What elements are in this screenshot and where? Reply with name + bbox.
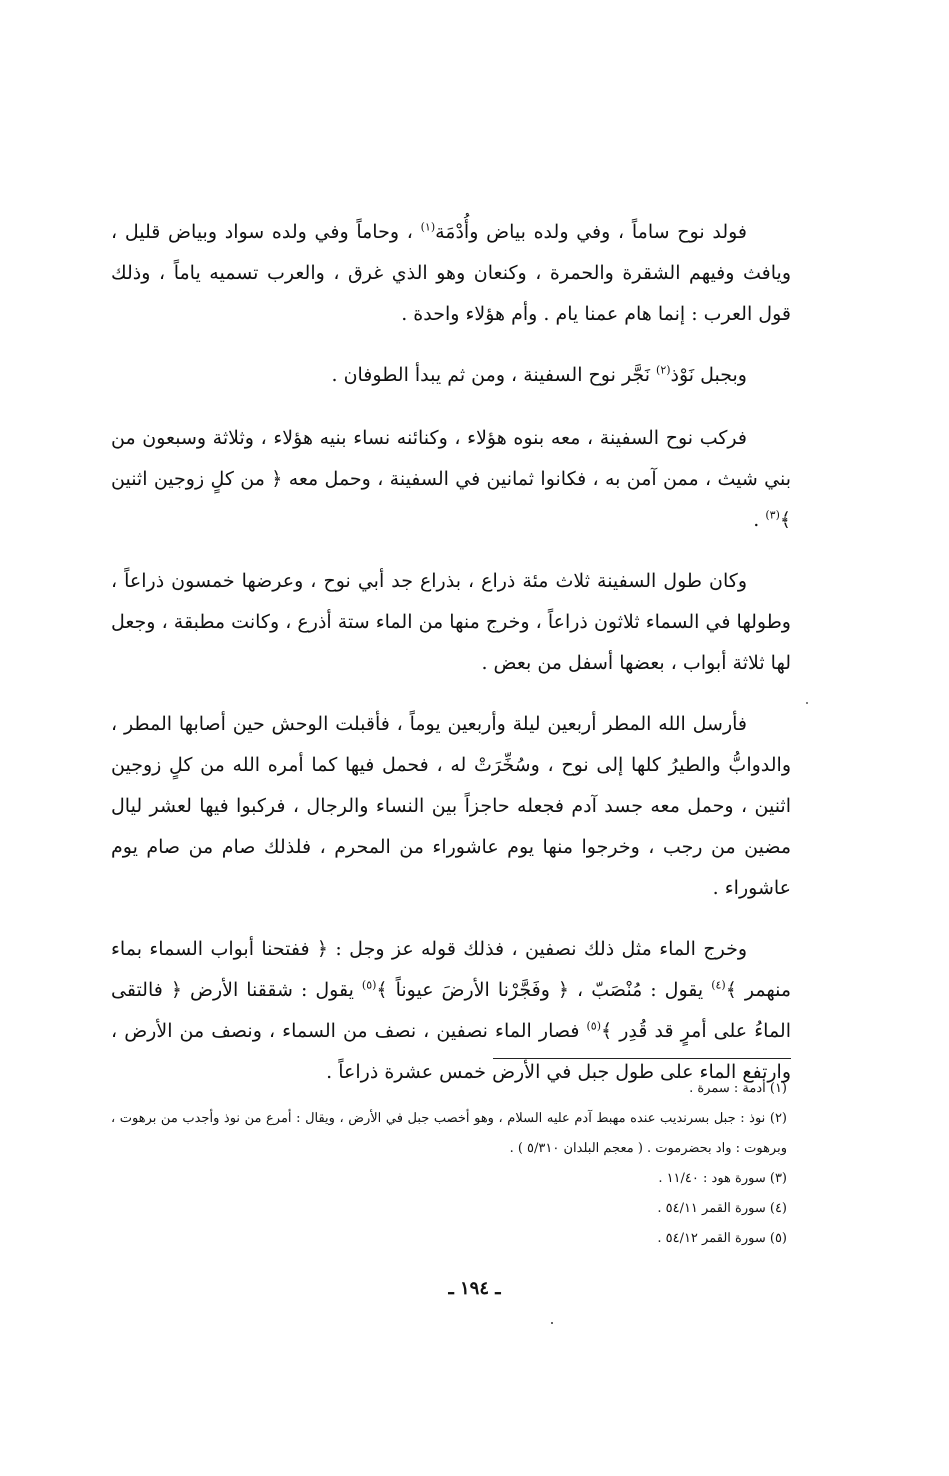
footnote-ref-4[interactable]: (٤) bbox=[711, 978, 726, 992]
paragraph-text: وخرج الماء مثل ذلك نصفين ، فذلك قوله عز وجل : ﴿ ففتحنا أبواب السماء بماء منهمر ﴾ bbox=[111, 938, 791, 1001]
paragraph-text: فركب نوح السفينة ، معه بنوه هؤلاء ، وكنائنه نساء بنيه هؤلاء ، وثلاثة وسبعون من بني شيث ، ممن آمن به ، فكانوا ثمانين في السفينة ، وحمل معه ﴿ من كلٍ زوجين اثنين ﴾ bbox=[111, 427, 791, 531]
footnote-ref-5b[interactable]: (٥) bbox=[586, 1019, 602, 1033]
paragraph-text: فولد نوح ساماً ، وفي ولده بياض وأُدْمَة bbox=[435, 221, 748, 243]
footnote-ref-2[interactable]: (٢) bbox=[656, 363, 671, 377]
paragraph-boarding-ark bbox=[111, 418, 791, 541]
paragraph-text: . bbox=[753, 509, 766, 531]
footnote-4: (٤) سورة القمر ٥٤/١١ . bbox=[657, 1201, 787, 1216]
paragraph-text: وكان طول السفينة ثلاث مئة ذراع ، بذراع جد أبي نوح ، وعرضها خمسون ذراعاً ، وطولها في السماء ثلاثون ذراعاً ، وخرج منها من الماء ستة أذرع ، وكانت مطبقة ، وجعل لها ثلاثة أبواب ، بعضها أسفل من بعض . bbox=[111, 570, 791, 674]
footnote-ref-5[interactable]: (٥) bbox=[361, 978, 377, 992]
paragraph-the-rain bbox=[111, 704, 791, 909]
footnotes bbox=[111, 1074, 791, 1254]
paragraph-sons-of-noah bbox=[111, 212, 791, 335]
paragraph-ark-dimensions bbox=[111, 561, 791, 684]
footnote-ref-1[interactable]: (١) bbox=[420, 220, 436, 234]
footnote-2: (٢) نوذ : جبل بسرنديب عنده مهبط آدم عليه السلام ، وهو أخصب جبل في الأرض ، ويقال : أمرع من نوذ وأجدب من برهوت ، وبرهوت : واد بحضرموت . ( معجم البلدان ٥/٣١٠ ) . bbox=[111, 1111, 787, 1156]
main-text bbox=[111, 212, 791, 1113]
paragraph-mount-nawdh bbox=[111, 355, 791, 396]
page-number: ـ ١٩٤ ـ bbox=[448, 1278, 501, 1299]
footnote-ref-3[interactable]: (٣) bbox=[765, 508, 780, 522]
scan-speck bbox=[806, 702, 808, 704]
paragraph-text: ، وحاماً وفي ولده سواد وبياض قليل ، ويافث وفيهم الشقرة والحمرة ، وكنعان وهو الذي غرق ، والعرب تسميه ياماً ، وذلك قول العرب : إنما هام عمنا يام . وأم هؤلاء واحدة . bbox=[111, 221, 791, 325]
paragraph-text: فأرسل الله المطر أربعين ليلة وأربعين يوماً ، فأقبلت الوحش حين أصابها المطر ، والدوابُّ والطيرُ كلها إلى نوح ، وسُخِّرَتْ له ، فحمل فيها كما أمره الله من كلٍ زوجين اثنين ، وحمل معه جسد آدم فجعله حاجزاً بين النساء والرجال ، فركبوا فيها لعشر ليال مضين من رجب ، وخرجوا منها يوم عاشوراء من المحرم ، فلذلك صام من صام يوم عاشوراء . bbox=[111, 713, 791, 899]
footnote-5: (٥) سورة القمر ٥٤/١٢ . bbox=[657, 1231, 787, 1246]
paragraph-text: فصار الماء نصفين ، نصف من السماء ، ونصف من الأرض ، وارتفع الماء على طول جبل في الأرض خمس عشرة ذراعاً . bbox=[111, 1020, 791, 1083]
paragraph-text: نَجَّر نوح السفينة ، ومن ثم يبدأ الطوفان . bbox=[331, 364, 657, 386]
paragraph-the-waters bbox=[111, 929, 791, 1093]
paragraph-text: يقول : شققنا الأرض ﴿ فالتقى الماءُ على أمرٍ قد قُدِر ﴾ bbox=[111, 979, 791, 1042]
paragraph-text: وبجبل نَوْذ bbox=[670, 364, 747, 386]
scan-speck bbox=[551, 1322, 553, 1324]
paragraph-text: يقول : مُنْصَبّ ، ﴿ وفَجَّرْنا الأرضَ عيوناً ﴾ bbox=[376, 979, 712, 1001]
footnote-1: (١) أدمة : سمرة . bbox=[689, 1081, 787, 1096]
footnote-divider bbox=[493, 1058, 791, 1059]
footnote-3: (٣) سورة هود : ١١/٤٠ . bbox=[658, 1171, 787, 1186]
